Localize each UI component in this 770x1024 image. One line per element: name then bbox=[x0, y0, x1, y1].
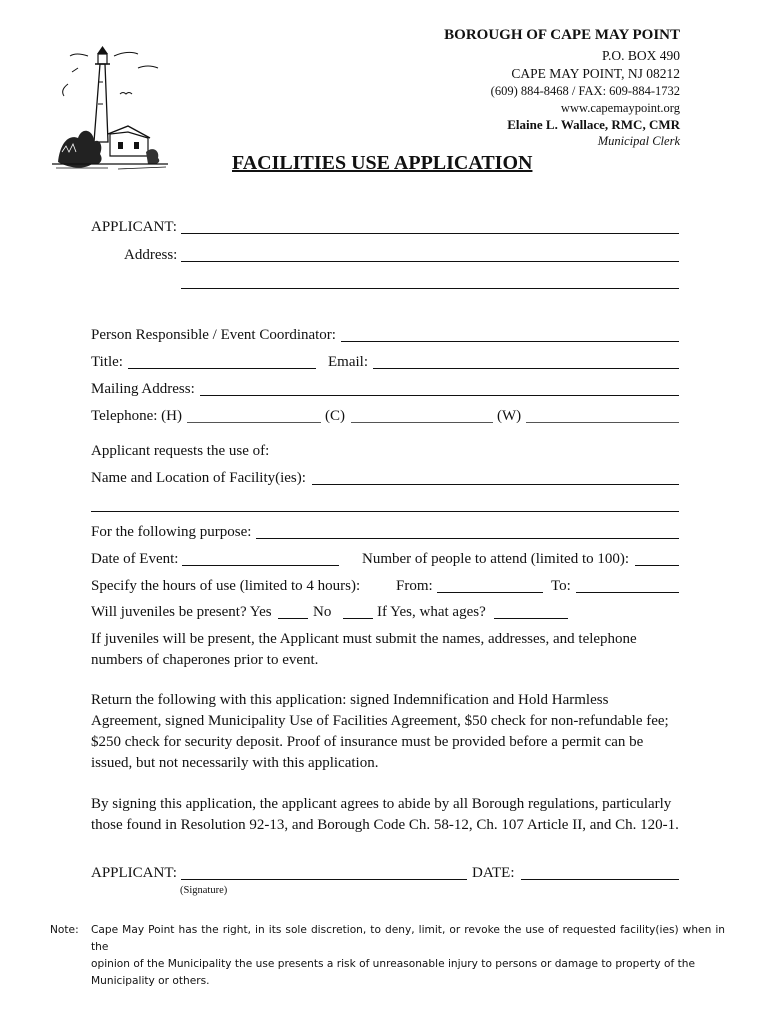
lighthouse-logo bbox=[48, 34, 173, 174]
facility-name-label: Name and Location of Facility(ies): bbox=[91, 470, 306, 486]
facility-name-field-line-2[interactable] bbox=[91, 511, 679, 512]
note-text bbox=[91, 922, 725, 990]
return-paragraph-line: $250 check for security deposit. Proof of insurance must be provided before a permit can be bbox=[91, 734, 644, 750]
juveniles-label: Will juveniles be present? Yes bbox=[91, 604, 272, 620]
phone-fax: (609) 884-8468 / FAX: 609-884-1732 bbox=[490, 84, 680, 98]
juveniles-paragraph bbox=[91, 629, 637, 671]
email-field[interactable] bbox=[373, 368, 679, 369]
number-people-field[interactable] bbox=[635, 565, 679, 566]
return-paragraph-line: Agreement, signed Municipality Use of Facilities Agreement, $50 check for non-refundable fee; bbox=[91, 713, 669, 729]
note-line: Cape May Point has the right, in its sole discretion, to deny, limit, or revoke the use of requested facility(ies) when in the bbox=[91, 924, 725, 953]
juveniles-yes-field[interactable] bbox=[278, 618, 308, 619]
return-paragraph bbox=[91, 690, 669, 774]
mailing-address-label: Mailing Address: bbox=[91, 381, 195, 397]
agreement-paragraph bbox=[91, 794, 679, 836]
city-line: CAPE MAY POINT, NJ 08212 bbox=[511, 66, 680, 81]
date-of-event-field[interactable] bbox=[182, 565, 339, 566]
email-label: Email: bbox=[328, 354, 368, 370]
number-people-label: Number of people to attend (limited to 100): bbox=[362, 551, 630, 567]
title-field[interactable] bbox=[128, 368, 316, 369]
purpose-label: For the following purpose: bbox=[91, 524, 252, 540]
return-paragraph-line: issued, but not necessarily with this application. bbox=[91, 755, 379, 771]
if-yes-label: If Yes, what ages? bbox=[377, 604, 486, 620]
address-label: Address: bbox=[124, 247, 178, 263]
purpose-field[interactable] bbox=[256, 538, 679, 539]
telephone-h-field[interactable] bbox=[187, 422, 321, 423]
mailing-address-field[interactable] bbox=[200, 395, 679, 396]
po-box: P.O. BOX 490 bbox=[601, 48, 680, 63]
person-responsible-field[interactable] bbox=[341, 341, 679, 342]
date-field[interactable] bbox=[521, 879, 679, 880]
juveniles-no-field[interactable] bbox=[343, 618, 373, 619]
requests-use-label: Applicant requests the use of: bbox=[91, 443, 270, 459]
note-label: Note: bbox=[50, 924, 79, 936]
note-line: Municipality or others. bbox=[91, 975, 210, 987]
telephone-w-field[interactable] bbox=[526, 422, 679, 423]
address-field[interactable] bbox=[181, 261, 679, 262]
telephone-w-label: (W) bbox=[497, 408, 522, 424]
from-label: From: bbox=[396, 578, 433, 594]
to-field[interactable] bbox=[576, 592, 679, 593]
juveniles-paragraph-line: If juveniles will be present, the Applicant must submit the names, addresses, and telephone bbox=[91, 631, 637, 647]
juveniles-no-label: No bbox=[313, 604, 332, 620]
applicant-field[interactable] bbox=[181, 233, 679, 234]
date-label: DATE: bbox=[472, 865, 515, 881]
from-field[interactable] bbox=[437, 592, 543, 593]
signature-field[interactable] bbox=[181, 879, 467, 880]
applicant-label: APPLICANT: bbox=[91, 219, 177, 235]
address-field-line-2[interactable] bbox=[181, 288, 679, 289]
to-label: To: bbox=[551, 578, 571, 594]
title-label: Title: bbox=[91, 354, 123, 370]
page-title: FACILITIES USE APPLICATION bbox=[232, 152, 533, 174]
date-of-event-label: Date of Event: bbox=[91, 551, 179, 567]
person-responsible-label: Person Responsible / Event Coordinator: bbox=[91, 327, 336, 343]
note-line: opinion of the Municipality the use presents a risk of unreasonable injury to persons or damage to property of the bbox=[91, 958, 696, 970]
signature-caption: (Signature) bbox=[180, 885, 228, 896]
signature-applicant-label: APPLICANT: bbox=[91, 865, 177, 881]
agreement-paragraph-line: By signing this application, the applicant agrees to abide by all Borough regulations, particularly bbox=[91, 796, 672, 812]
facility-name-field[interactable] bbox=[312, 484, 679, 485]
hours-label: Specify the hours of use (limited to 4 hours): bbox=[91, 578, 361, 594]
telephone-c-field[interactable] bbox=[351, 422, 493, 423]
telephone-c-label: (C) bbox=[325, 408, 345, 424]
juvenile-ages-field[interactable] bbox=[494, 618, 568, 619]
clerk-name: Elaine L. Wallace, RMC, CMR bbox=[507, 117, 680, 132]
org-name: BOROUGH OF CAPE MAY POINT bbox=[444, 27, 680, 43]
website: www.capemaypoint.org bbox=[560, 101, 680, 115]
telephone-h-label: Telephone: (H) bbox=[91, 408, 182, 424]
clerk-title: Municipal Clerk bbox=[597, 134, 680, 148]
return-paragraph-line: Return the following with this application: signed Indemnification and Hold Harmless bbox=[91, 692, 609, 708]
juveniles-paragraph-line: numbers of chaperones prior to event. bbox=[91, 652, 319, 668]
agreement-paragraph-line: those found in Resolution 92-13, and Borough Code Ch. 58-12, Ch. 107 Article II, and Ch. 120-1. bbox=[91, 817, 679, 833]
